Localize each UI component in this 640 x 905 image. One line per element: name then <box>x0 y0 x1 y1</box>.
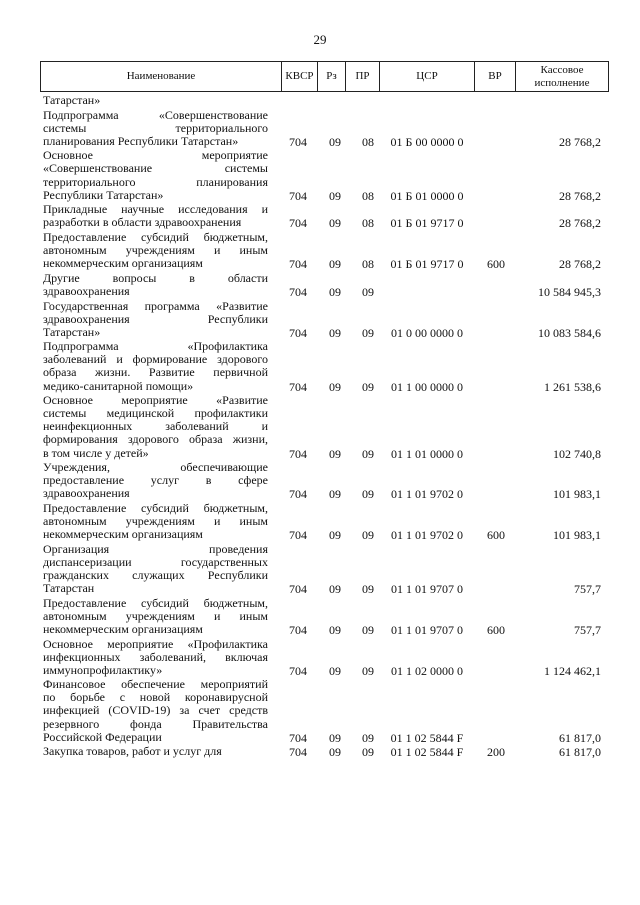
row-pr: 09 <box>362 663 374 678</box>
row-name-line: заболеваний и формирование здорового <box>43 352 268 367</box>
row-kvsr: 704 <box>289 325 307 340</box>
row-name <box>43 300 268 339</box>
row-kvsr: 704 <box>289 745 307 760</box>
table-row <box>0 597 640 636</box>
row-kvsr: 704 <box>289 446 307 461</box>
row-name-line: диспансеризации государственных <box>43 554 268 569</box>
row-kvsr: 704 <box>289 216 307 231</box>
header-rz: Рз <box>318 62 346 91</box>
table-row <box>0 149 640 201</box>
row-name-line: Татарстан <box>43 581 95 596</box>
row-pr: 09 <box>362 379 374 394</box>
header-pr: ПР <box>346 62 380 91</box>
row-rz: 09 <box>329 257 341 272</box>
row-kvsr: 704 <box>289 528 307 543</box>
row-pr: 09 <box>362 284 374 299</box>
table-row <box>0 272 640 298</box>
row-sum: 61 817,0 <box>559 730 601 745</box>
row-name-line: неинфекционных заболеваний и <box>43 419 268 434</box>
row-name-line: Подпрограмма «Совершенствование <box>43 107 268 122</box>
row-rz: 09 <box>329 188 341 203</box>
row-sum: 28 768,2 <box>559 134 601 149</box>
row-kvsr: 704 <box>289 379 307 394</box>
row-kvsr: 704 <box>289 730 307 745</box>
row-name-line: здравоохранения <box>43 283 130 298</box>
row-pr: 09 <box>362 487 374 502</box>
row-kvsr: 704 <box>289 284 307 299</box>
row-name-line: Предоставление субсидий бюджетным, <box>43 230 268 244</box>
row-name-line: гражданских служащих Республики <box>43 567 268 582</box>
row-name <box>43 461 268 500</box>
row-name <box>43 638 268 677</box>
row-csr: 01 0 00 0000 0 <box>391 325 463 340</box>
row-name-line: Основное мероприятие «Профилактика <box>43 636 268 651</box>
row-rz: 09 <box>329 622 341 637</box>
row-rz: 09 <box>329 284 341 299</box>
row-name <box>43 231 268 270</box>
row-kvsr: 704 <box>289 622 307 637</box>
table-row <box>0 502 640 541</box>
row-kvsr: 704 <box>289 134 307 149</box>
row-name-line: «Совершенствование системы <box>43 161 268 176</box>
row-rz: 09 <box>329 487 341 502</box>
row-name-line: Государственная программа «Развитие <box>43 298 268 313</box>
row-sum: 10 584 945,3 <box>538 284 601 299</box>
row-pr: 09 <box>362 745 374 760</box>
table-row <box>0 94 640 107</box>
row-name <box>43 394 268 459</box>
row-kvsr: 704 <box>289 582 307 597</box>
row-name-line: Предоставление субсидий бюджетным, <box>43 595 268 610</box>
row-name-line: по борьбе с новой коронавирусной <box>43 690 268 705</box>
row-name-line: предоставление услуг в сфере <box>43 473 268 488</box>
row-name-line: инфекционных заболеваний, включая <box>43 649 268 664</box>
row-name-line: формирования здорового образа жизни, <box>43 432 268 447</box>
row-name-line: резервного фонда Правительства <box>43 716 268 731</box>
row-csr: 01 Б 00 0000 0 <box>390 134 464 149</box>
table-row <box>0 461 640 500</box>
row-name-line: Республики Татарстан» <box>43 187 164 202</box>
table-row <box>0 109 640 148</box>
row-csr: 01 1 02 5844 F <box>390 745 464 760</box>
row-name-line: некоммерческим организациям <box>43 527 203 542</box>
row-name-line: автономным учреждениям и иным <box>43 608 268 623</box>
row-name-line: системы территориального <box>43 120 268 135</box>
row-name <box>43 109 268 148</box>
table-row <box>0 340 640 392</box>
header-name: Наименование <box>41 62 282 91</box>
row-name <box>43 745 268 758</box>
row-pr: 09 <box>362 582 374 597</box>
table-row <box>0 300 640 339</box>
table-row <box>0 678 640 744</box>
row-name-line: Подпрограмма «Профилактика <box>43 339 268 354</box>
row-name-line: Другие вопросы в области <box>43 270 268 285</box>
row-name-line: Татарстан» <box>43 93 101 107</box>
row-name-line: некоммерческим организациям <box>43 256 203 271</box>
row-rz: 09 <box>329 325 341 340</box>
row-vr: 200 <box>487 745 505 760</box>
row-name <box>43 203 268 229</box>
row-sum: 1 261 538,6 <box>544 379 601 394</box>
row-name-line: Финансовое обеспечение мероприятий <box>43 677 268 692</box>
row-csr: 01 1 02 5844 F <box>390 730 464 745</box>
row-csr: 01 1 01 0000 0 <box>391 446 463 461</box>
row-csr: 01 1 01 9707 0 <box>391 622 463 637</box>
row-sum: 28 768,2 <box>559 257 601 272</box>
row-sum: 757,7 <box>574 622 601 637</box>
row-name-line: Российской Федерации <box>43 729 162 744</box>
row-pr: 09 <box>362 528 374 543</box>
row-rz: 09 <box>329 446 341 461</box>
table-row <box>0 543 640 595</box>
row-name-line: в том числе у детей» <box>43 445 149 460</box>
row-csr: 01 Б 01 9717 0 <box>390 216 464 231</box>
row-vr: 600 <box>487 528 505 543</box>
row-name <box>43 272 268 298</box>
row-csr: 01 Б 01 9717 0 <box>390 257 464 272</box>
header-csr: ЦСР <box>380 62 475 91</box>
row-name-line: разработки в области здравоохранения <box>43 215 242 230</box>
row-name <box>43 678 268 743</box>
row-pr: 09 <box>362 446 374 461</box>
row-name <box>43 597 268 636</box>
row-rz: 09 <box>329 134 341 149</box>
row-rz: 09 <box>329 582 341 597</box>
row-name-line: Татарстан» <box>43 324 101 339</box>
row-name-line: Основное мероприятие «Развитие <box>43 393 268 408</box>
row-name-line: образа жизни. Развитие первичной <box>43 365 268 380</box>
table-row <box>0 394 640 460</box>
row-name-line: автономным учреждениям и иным <box>43 243 268 258</box>
row-sum: 61 817,0 <box>559 745 601 760</box>
row-name-line: некоммерческим организациям <box>43 621 203 636</box>
row-kvsr: 704 <box>289 257 307 272</box>
row-sum: 101 983,1 <box>553 528 601 543</box>
row-kvsr: 704 <box>289 487 307 502</box>
row-name-line: автономным учреждениям и иным <box>43 514 268 529</box>
row-sum: 102 740,8 <box>553 446 601 461</box>
row-name <box>43 94 268 107</box>
row-name-line: планирования Республики Татарстан» <box>43 133 239 148</box>
row-rz: 09 <box>329 379 341 394</box>
header-sum-line1: Кассовое <box>540 63 584 76</box>
row-sum: 10 083 584,6 <box>538 325 601 340</box>
row-name-line: иммунопрофилактику» <box>43 662 163 677</box>
row-pr: 09 <box>362 730 374 745</box>
row-name-line: здравоохранения <box>43 486 130 501</box>
table-row <box>0 638 640 677</box>
row-pr: 08 <box>362 188 374 203</box>
row-csr: 01 1 01 9707 0 <box>391 582 463 597</box>
page-number: 29 <box>313 32 327 47</box>
row-name-line: Организация проведения <box>43 541 268 556</box>
header-sum <box>516 62 608 91</box>
row-sum: 28 768,2 <box>559 216 601 231</box>
row-name-line: Предоставление субсидий бюджетным, <box>43 501 268 515</box>
header-sum-line2: исполнение <box>534 76 590 89</box>
row-name-line: медико-санитарной помощи» <box>43 378 194 393</box>
row-pr: 09 <box>362 622 374 637</box>
row-pr: 09 <box>362 325 374 340</box>
row-name <box>43 149 268 201</box>
row-name <box>43 340 268 392</box>
row-pr: 08 <box>362 216 374 231</box>
row-pr: 08 <box>362 257 374 272</box>
row-sum: 101 983,1 <box>553 487 601 502</box>
row-name-line: инфекцией (COVID-19) за счет средств <box>43 703 268 718</box>
row-rz: 09 <box>329 745 341 760</box>
row-sum: 1 124 462,1 <box>544 663 601 678</box>
row-name-line: системы медицинской профилактики <box>43 406 268 421</box>
row-vr: 600 <box>487 257 505 272</box>
row-vr: 600 <box>487 622 505 637</box>
table-row <box>0 203 640 229</box>
row-csr: 01 Б 01 0000 0 <box>390 188 464 203</box>
row-name-line: Закупка товаров, работ и услуг для <box>43 744 222 759</box>
row-kvsr: 704 <box>289 663 307 678</box>
row-kvsr: 704 <box>289 188 307 203</box>
row-rz: 09 <box>329 663 341 678</box>
row-name <box>43 502 268 541</box>
table-header <box>40 61 609 92</box>
table-row <box>0 745 640 758</box>
row-sum: 28 768,2 <box>559 188 601 203</box>
row-csr: 01 1 01 9702 0 <box>391 487 463 502</box>
row-name-line: Учреждения, обеспечивающие <box>43 460 268 475</box>
row-name-line: Основное мероприятие <box>43 148 268 163</box>
row-name-line: здравоохранения Республики <box>43 311 268 326</box>
row-rz: 09 <box>329 216 341 231</box>
row-name-line: территориального планирования <box>43 174 268 189</box>
row-name-line: Прикладные научные исследования и <box>43 202 268 217</box>
row-pr: 08 <box>362 134 374 149</box>
row-name <box>43 543 268 595</box>
header-vr: ВР <box>475 62 516 91</box>
table-row <box>0 231 640 270</box>
row-rz: 09 <box>329 528 341 543</box>
row-rz: 09 <box>329 730 341 745</box>
row-csr: 01 1 00 0000 0 <box>391 379 463 394</box>
row-csr: 01 1 01 9702 0 <box>391 528 463 543</box>
header-kvsr: КВСР <box>282 62 318 91</box>
row-csr: 01 1 02 0000 0 <box>391 663 463 678</box>
row-sum: 757,7 <box>574 582 601 597</box>
